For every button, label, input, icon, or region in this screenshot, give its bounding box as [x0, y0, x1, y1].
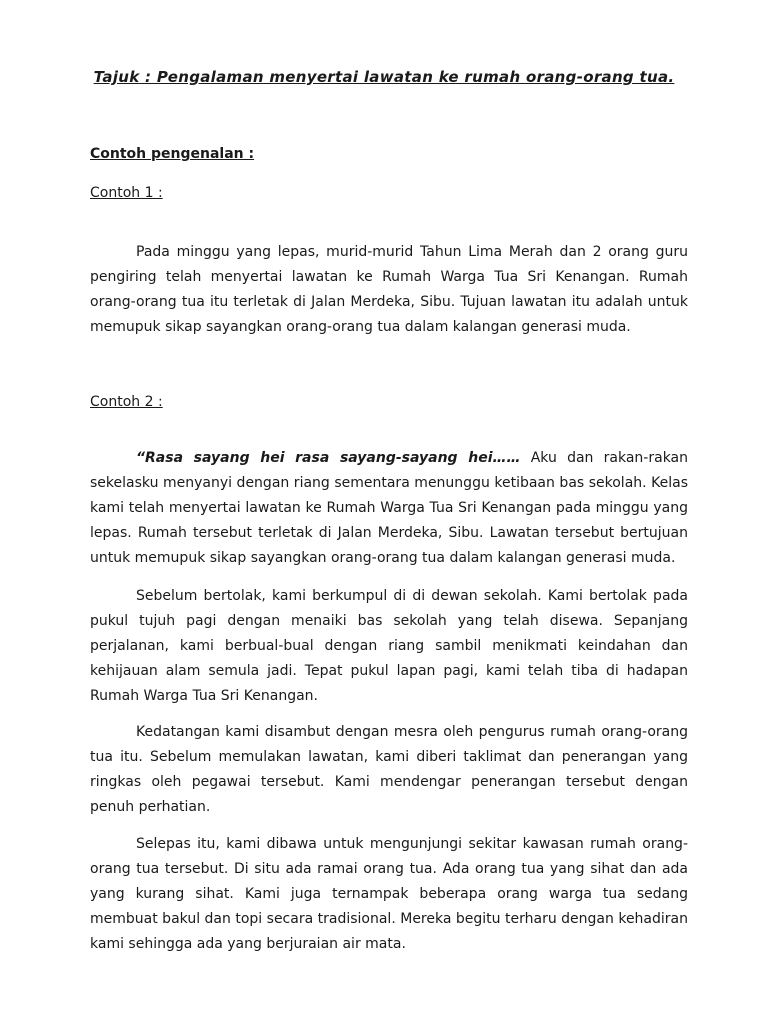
example-2-paragraph-1	[90, 446, 688, 571]
song-quote: “Rasa sayang hei rasa sayang-sayang hei……	[136, 450, 521, 466]
example-2-paragraph-1-text: Aku dan rakan-rakan sekelasku menyanyi dengan riang sementara menunggu ketibaan bas sekolah. Kelas kami telah menyertai lawatan ke Rumah Warga Tua Sri Kenangan pada minggu yang lepas. Rumah tersebut terletak di Jalan Merdeka, Sibu. Lawatan tersebut bertujuan untuk memupuk sikap sayangkan orang-orang tua dalam kalangan generasi muda.	[90, 450, 689, 566]
example-2-label: Contoh 2 :	[90, 394, 163, 410]
example-1-paragraph: Pada minggu yang lepas, murid-murid Tahun Lima Merah dan 2 orang guru pengiring telah menyertai lawatan ke Rumah Warga Tua Sri Kenangan. Rumah orang-orang tua itu terletak di Jalan Merdeka, Sibu. Tujuan lawatan itu adalah untuk memupuk sikap sayangkan orang-orang tua dalam kalangan generasi muda.	[90, 244, 688, 335]
paragraph-visit: Selepas itu, kami dibawa untuk mengunjungi sekitar kawasan rumah orang-orang tua tersebut. Di situ ada ramai orang tua. Ada orang tua yang sihat dan ada yang kurang sihat. Kami juga ternampak beberapa orang warga tua sedang membuat bakul dan topi secara tradisional. Mereka begitu terharu dengan kehadiran kami sehingga ada yang berjuraian air mata.	[90, 836, 688, 952]
intro-heading: Contoh pengenalan :	[90, 146, 255, 162]
paragraph-departure: Sebelum bertolak, kami berkumpul di di dewan sekolah. Kami bertolak pada pukul tujuh pagi dengan menaiki bas sekolah yang telah disewa. Sepanjang perjalanan, kami berbual-bual dengan riang sambil menikmati keindahan dan kehijauan alam semula jadi. Tepat pukul lapan pagi, kami telah tiba di hadapan Rumah Warga Tua Sri Kenangan.	[90, 588, 688, 704]
paragraph-welcome: Kedatangan kami disambut dengan mesra oleh pengurus rumah orang-orang tua itu. Sebelum memulakan lawatan, kami diberi taklimat dan penerangan yang ringkas oleh pegawai tersebut. Kami mendengar penerangan tersebut dengan penuh perhatian.	[90, 724, 688, 815]
example-1-label: Contoh 1 :	[90, 185, 163, 201]
document-title: Tajuk : Pengalaman menyertai lawatan ke rumah orang-orang tua.	[93, 68, 675, 86]
